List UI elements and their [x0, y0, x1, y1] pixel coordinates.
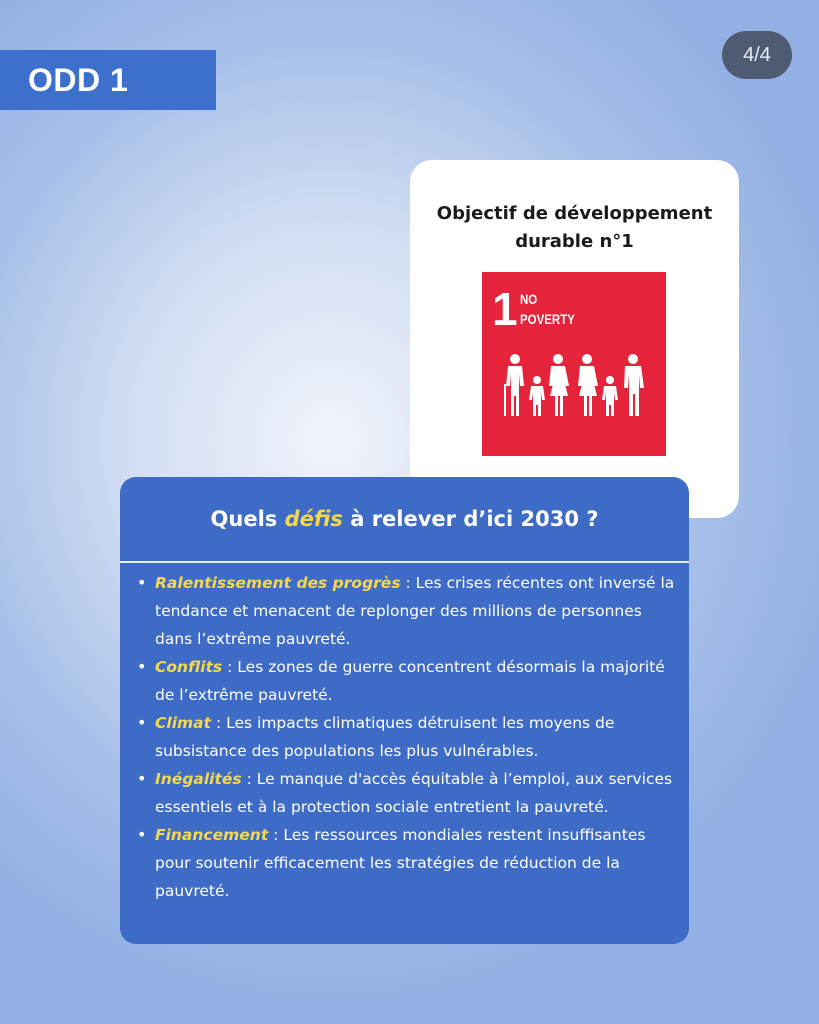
challenge-term: Conflits [155, 658, 223, 676]
challenge-text: : Les impacts climatiques détruisent les moyens de subsistance des populations les plus vulnérables. [155, 714, 615, 760]
challenges-list [132, 569, 676, 905]
goal-card-title-line2: durable n°1 [515, 231, 634, 252]
list-item [132, 709, 676, 765]
goal-card [410, 160, 739, 518]
challenges-title-highlight: défis [284, 507, 343, 531]
page-indicator [722, 31, 792, 79]
panel-divider [120, 561, 689, 563]
goal-number: 1 [492, 283, 518, 335]
challenge-term: Inégalités [155, 770, 242, 788]
bullet-icon: • [137, 825, 147, 844]
challenges-title [120, 497, 689, 541]
challenges-panel [120, 477, 689, 944]
goal-label-line1: NO [520, 291, 538, 307]
goal-card-title [410, 200, 739, 256]
page-indicator-label: 4/4 [743, 44, 771, 66]
challenge-text: : Les zones de guerre concentrent désormais la majorité de l’extrême pauvreté. [155, 658, 665, 704]
family-icon [500, 354, 648, 416]
challenge-term: Ralentissement des progrès [155, 574, 401, 592]
challenges-title-suffix: à relever d’ici 2030 ? [342, 507, 599, 531]
bullet-icon: • [137, 657, 147, 676]
goal-label-line2: POVERTY [520, 311, 575, 327]
challenge-term: Climat [155, 714, 212, 732]
list-item [132, 821, 676, 905]
sdg-goal-1-logo [482, 272, 666, 456]
bullet-icon: • [137, 573, 147, 592]
goal-card-title-line1: Objectif de développement [436, 203, 713, 224]
bullet-icon: • [137, 713, 147, 732]
challenges-title-prefix: Quels [210, 507, 285, 531]
challenge-text: : Le manque d'accès équitable à l’emploi, aux services essentiels et à la protection sociale entretient la pauvreté. [155, 770, 673, 816]
list-item [132, 765, 676, 821]
bullet-icon: • [137, 769, 147, 788]
challenge-term: Financement [155, 826, 269, 844]
goal-label [520, 289, 575, 329]
odd-badge [0, 50, 216, 110]
odd-badge-label: ODD 1 [28, 62, 129, 98]
challenge-text: : Les crises récentes ont inversé la tendance et menacent de replonger des millions de personnes dans l’extrême pauvreté. [155, 574, 675, 648]
list-item [132, 653, 676, 709]
list-item [132, 569, 676, 653]
challenge-text: : Les ressources mondiales restent insuffisantes pour soutenir efficacement les stratégies de réduction de la pauvreté. [155, 826, 646, 900]
